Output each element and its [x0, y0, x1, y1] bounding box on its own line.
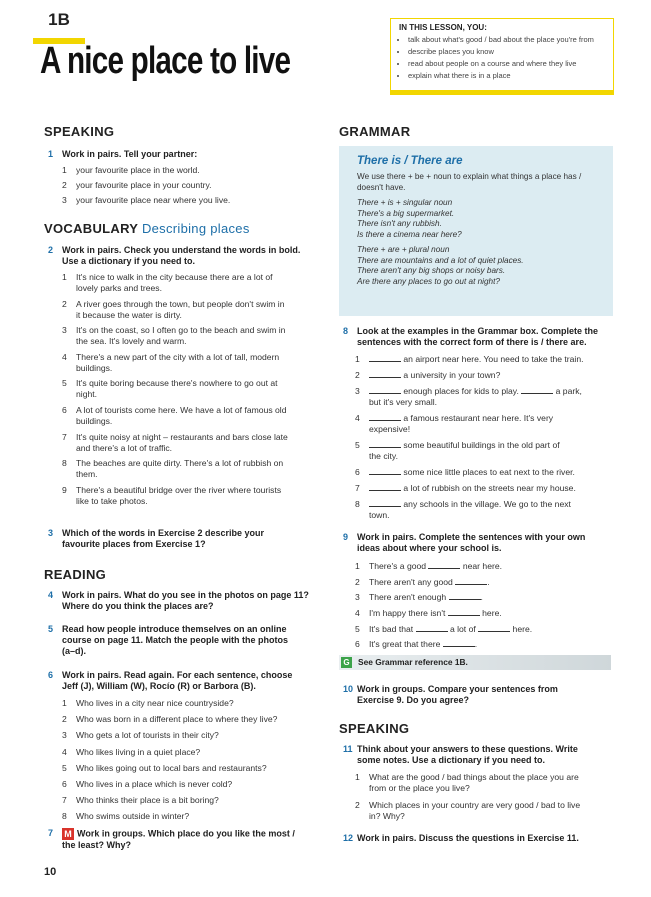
- item-text: There aren't enough: [369, 592, 447, 603]
- blank-line: [369, 354, 401, 362]
- item-text: here.: [482, 608, 502, 619]
- item-text: It's bad that: [369, 623, 414, 634]
- item-number: 2: [355, 576, 360, 587]
- list-item: [355, 499, 615, 521]
- exercise-3: 3 Which of the words in Exercise 2 describe your favourite places from Exercise 1?: [48, 528, 265, 549]
- exercise-12: 12 Work in pairs. Discuss the questions in Exercise 11.: [343, 833, 579, 843]
- list-item: [62, 485, 332, 507]
- item-text: lovely parks and trees.: [76, 283, 162, 293]
- item-text: the sea. It's lovely and warm.: [76, 336, 187, 347]
- list-item: [62, 730, 332, 741]
- item-text: near here.: [462, 561, 503, 571]
- list-item: [355, 577, 615, 588]
- item-text: an airport near here. You need to take the train.: [403, 354, 584, 364]
- page-number: 10: [44, 866, 57, 878]
- grammar-heading: GRAMMAR: [339, 124, 411, 139]
- grammar-line: There are mountains and a lot of quiet places.: [357, 255, 524, 265]
- item-number: 3: [355, 592, 360, 603]
- item-text: Who gets a lot of tourists in their city?: [76, 730, 219, 741]
- list-item: [62, 405, 332, 427]
- exercise-8-text: sentences with the correct form of there is / there are.: [357, 337, 587, 347]
- item-text: a university in your town?: [403, 370, 501, 380]
- grammar-line: There aren't any big shops or noisy bars.: [357, 266, 506, 275]
- vocab-list: [62, 272, 332, 511]
- list-item: [62, 325, 332, 347]
- blank-line: [478, 624, 510, 632]
- speaking-heading: SPEAKING: [44, 124, 115, 139]
- item-number: 3: [62, 730, 67, 741]
- item-text: a park,: [555, 386, 582, 396]
- exercise-5-text: Read how people introduce themselves on an online: [62, 624, 287, 634]
- list-item: [355, 592, 615, 603]
- item-text: the city.: [369, 451, 398, 461]
- list-item: [355, 354, 615, 365]
- blank-line: [455, 576, 490, 587]
- blank-line: [448, 608, 480, 616]
- exercise-2: 2 Work in pairs. Check you understand the words in bold. Use a dictionary if you need to.: [48, 245, 301, 266]
- list-item: [355, 413, 615, 435]
- list-item: [355, 624, 615, 635]
- grammar-badge-icon: G: [341, 657, 352, 668]
- item-text: it because the water is dirty.: [76, 309, 182, 320]
- grammar-line: There + are + plural noun: [357, 245, 450, 254]
- item-number: 5: [62, 378, 67, 389]
- blank-line: [369, 370, 401, 378]
- item-text: It's quite boring because there's nowhere to go out at: [76, 378, 278, 389]
- item-number: 8: [62, 458, 67, 469]
- page-title: A nice place to live: [40, 40, 291, 82]
- item-text: any schools in the village. We go to the next: [403, 499, 571, 509]
- list-item: [355, 639, 615, 650]
- list-item: [62, 299, 332, 321]
- item-number: 1: [62, 698, 67, 708]
- item-number: 7: [355, 483, 360, 493]
- item-number: 1: [62, 272, 67, 282]
- item-text: them.: [76, 469, 98, 480]
- item-text: .: [487, 576, 490, 587]
- exercise-8-text: Look at the examples in the Grammar box. Complete the: [357, 326, 599, 336]
- item-number: 1: [355, 354, 360, 364]
- exercise-3-text: favourite places from Exercise 1?: [62, 539, 206, 549]
- lesson-item: • describe places you know: [408, 46, 613, 58]
- exercise-5: 5 Read how people introduce themselves on an online course on page 11. Match the people with the photos (a–d).: [48, 624, 289, 656]
- exercise-8: 8 Look at the examples in the Grammar box. Complete the sentences with the correct form of there is / there are.: [343, 326, 599, 347]
- item-text: It's quite noisy at night – restaurants and bars close late: [76, 431, 288, 442]
- exercise-10-text: Exercise 9. Do you agree?: [357, 695, 470, 705]
- item-text: a lot of: [449, 623, 476, 634]
- item-text: and there's a lot of traffic.: [76, 442, 173, 453]
- grammar-line: There isn't any rubbish.: [357, 219, 442, 228]
- item-number: 2: [355, 370, 360, 380]
- exercise-10: 10 Work in groups. Compare your sentences from Exercise 9. Do you agree?: [343, 684, 558, 705]
- item-number: 2: [62, 298, 67, 309]
- list-item: 1 your favourite place in the world.: [62, 165, 200, 175]
- exercise-4: 4 Work in pairs. What do you see in the photos on page 11? Where do you think the places are?: [48, 590, 309, 611]
- item-number: 8: [355, 499, 360, 509]
- item-text: It's great that there: [369, 639, 441, 650]
- item-text: a lot of rubbish on the streets near my house.: [403, 483, 576, 493]
- blank-line: [443, 639, 478, 650]
- exercise-9: 9 Work in pairs. Complete the sentences with your own ideas about where your school is.: [343, 532, 586, 553]
- m-badge-icon: M: [62, 828, 74, 840]
- grammar-line: doesn't have.: [357, 182, 406, 192]
- reading-list: [62, 698, 332, 828]
- item-text: night.: [76, 389, 98, 400]
- item-text: It's nice to walk in the city because there are a lot of: [76, 272, 273, 282]
- list-item: 2 your favourite place in your country.: [62, 180, 212, 190]
- item-number: 6: [62, 404, 67, 415]
- item-number: 9: [62, 484, 67, 495]
- item-text: Who likes going out to local bars and restaurants?: [76, 762, 267, 773]
- grammar-line: There + is + singular noun: [357, 198, 453, 207]
- item-number: 5: [62, 762, 67, 773]
- exercise-2-text: Use a dictionary if you need to.: [62, 256, 196, 266]
- blank-line: [369, 386, 401, 394]
- item-text: There's a good: [369, 561, 427, 571]
- grammar-box: [339, 146, 613, 316]
- lesson-item: • explain what there is in a place: [408, 70, 613, 82]
- item-number: 3: [62, 325, 67, 336]
- item-text: but it's very small.: [369, 397, 438, 407]
- vocabulary-heading: [44, 221, 250, 236]
- item-text: What are the good / bad things about the place you are: [369, 772, 579, 782]
- item-text: Who lives in a place which is never cold?: [76, 778, 233, 789]
- item-number: 4: [62, 351, 67, 362]
- item-text: Who lives in a city near nice countryside?: [76, 698, 234, 708]
- exercise-1-text: Work in pairs. Tell your partner:: [62, 149, 198, 159]
- item-number: 5: [355, 623, 360, 634]
- exercise-5-text: (a–d).: [62, 646, 87, 656]
- list-item: 3 your favourite place near where you live.: [62, 195, 231, 205]
- blank-line: [369, 440, 401, 448]
- exercise-4-text: Where do you think the places are?: [62, 601, 214, 611]
- blank-line: [369, 467, 401, 475]
- blank-line: [369, 499, 401, 507]
- grammar-line: We use there + be + noun to explain what things a place has /: [357, 172, 582, 181]
- lesson-objectives-box: [390, 18, 614, 92]
- item-number: 6: [355, 639, 360, 650]
- blank-line: [369, 413, 401, 421]
- list-item: [62, 698, 332, 709]
- lesson-item: • read about people on a course and where they live: [408, 58, 613, 70]
- item-number: 6: [62, 778, 67, 789]
- list-item: 2 Which places in your country are very good / bad to live in? Why?: [355, 800, 581, 821]
- exercise-12-text: Work in pairs. Discuss the questions in Exercise 11.: [357, 833, 579, 843]
- blank-line: [416, 624, 448, 632]
- exercise-6: 6 Work in pairs. Read again. For each sentence, choose Jeff (J), William (W), Rocío (R) or Barbora (B).: [48, 670, 293, 691]
- exercise-9-text: ideas about where your school is.: [357, 543, 502, 553]
- item-text: Who swims outside in winter?: [76, 811, 190, 822]
- exercise-7: 7 M Work in groups. Which place do you like the most / the least? Why?: [48, 828, 295, 850]
- exercise-3-text: Which of the words in Exercise 2 describe your: [62, 528, 265, 538]
- blank-line: [428, 561, 460, 569]
- exercise-6-text: Work in pairs. Read again. For each sentence, choose: [62, 670, 293, 680]
- item-text: some nice little places to eat next to the river.: [403, 467, 575, 477]
- item-text: There's a new part of the city with a lot of tall, modern: [76, 351, 280, 362]
- item-text: buildings.: [76, 415, 113, 426]
- item-number: 3: [355, 386, 360, 396]
- item-text: your favourite place near where you live.: [76, 195, 231, 205]
- lesson-item: • talk about what's good / bad about the place you're from: [408, 34, 613, 46]
- exercise-8-list: [355, 354, 615, 526]
- exercise-4-text: Work in pairs. What do you see in the photos on page 11?: [62, 590, 309, 600]
- item-number: 4: [62, 746, 67, 757]
- item-number: 7: [62, 431, 67, 442]
- blank-line: [449, 592, 483, 603]
- item-number: 6: [355, 467, 360, 477]
- item-number: 2: [62, 714, 67, 725]
- grammar-line: Are there any places to go out at night?: [357, 276, 500, 286]
- exercise-11-text: Think about your answers to these questions. Write: [357, 744, 578, 754]
- grammar-reference-link[interactable]: [339, 655, 611, 670]
- item-text: The beaches are quite dirty. There's a lot of rubbish on: [76, 458, 284, 469]
- blank-line: [521, 386, 553, 394]
- item-text: town.: [369, 510, 390, 520]
- item-number: 5: [355, 440, 360, 450]
- item-text: It's on the coast, so I often go to the beach and swim in: [76, 325, 286, 336]
- list-item: [62, 432, 332, 454]
- exercise-9-list: [355, 561, 615, 655]
- unit-tab: 1B: [33, 0, 85, 44]
- item-text: from or the place you live?: [369, 783, 470, 793]
- speaking-heading-2: SPEAKING: [339, 721, 410, 736]
- exercise-1: 1 Work in pairs. Tell your partner:: [48, 149, 198, 159]
- lesson-heading: IN THIS LESSON, YOU:: [399, 23, 487, 32]
- item-text: Which places in your country are very good / bad to live: [369, 800, 581, 810]
- item-number: 4: [355, 608, 360, 619]
- list-item: [355, 467, 615, 478]
- exercise-6-text: Jeff (J), William (W), Rocío (R) or Barbora (B).: [62, 681, 256, 691]
- reading-heading: READING: [44, 567, 107, 582]
- list-item: [355, 608, 615, 619]
- exercise-11: 11 Think about your answers to these questions. Write some notes. Use a dictionary if you need to.: [343, 744, 578, 765]
- vocab-title: VOCABULARY: [44, 221, 139, 236]
- list-item: [62, 352, 332, 374]
- item-text: like to take photos.: [76, 495, 148, 506]
- item-text: in? Why?: [369, 811, 405, 821]
- item-text: There's a beautiful bridge over the river where tourists: [76, 484, 282, 495]
- vocab-subtitle: Describing places: [141, 221, 250, 236]
- item-text: enough places for kids to play.: [403, 386, 519, 396]
- list-item: [355, 386, 615, 408]
- item-text: some beautiful buildings in the old part of: [403, 440, 560, 450]
- item-text: I'm happy there isn't: [369, 608, 446, 619]
- exercise-11-text: some notes. Use a dictionary if you need to.: [357, 755, 546, 765]
- list-item: [62, 458, 332, 480]
- exercise-7-text: Work in groups. Which place do you like the most /: [77, 828, 295, 839]
- exercise-7-text: the least? Why?: [62, 840, 132, 850]
- list-item: [62, 747, 332, 758]
- list-item: [355, 483, 615, 494]
- item-number: 8: [62, 811, 67, 822]
- list-item: [62, 779, 332, 790]
- item-text: There aren't any good: [369, 576, 453, 587]
- item-number: 4: [355, 413, 360, 423]
- grammar-reference-text: See Grammar reference 1B.: [358, 657, 468, 667]
- list-item: [62, 763, 332, 774]
- list-item: [62, 714, 332, 725]
- list-item: [355, 561, 615, 572]
- list-item: [62, 272, 332, 294]
- item-text: .: [480, 592, 483, 603]
- item-text: Who thinks their place is a bit boring?: [76, 795, 219, 806]
- divider-bar: [390, 90, 614, 95]
- list-item: [355, 370, 615, 381]
- list-item: [355, 440, 615, 462]
- item-text: .: [474, 639, 478, 650]
- item-text: your favourite place in your country.: [76, 180, 212, 190]
- item-text: your favourite place in the world.: [76, 165, 200, 175]
- exercise-9-text: Work in pairs. Complete the sentences with your own: [357, 532, 586, 542]
- item-text: Who likes living in a quiet place?: [76, 746, 201, 757]
- item-text: here.: [512, 623, 533, 634]
- grammar-line: Is there a cinema near here?: [357, 229, 462, 239]
- exercise-5-text: course on page 11. Match the people with the photos: [62, 635, 289, 645]
- grammar-box-title: There is / There are: [357, 155, 463, 167]
- list-item: 1 What are the good / bad things about the place you are from or the place you live?: [355, 772, 579, 793]
- exercise-10-text: Work in groups. Compare your sentences from: [357, 684, 558, 694]
- item-text: a famous restaurant near here. It's very: [403, 413, 554, 423]
- list-item: [62, 811, 332, 822]
- grammar-line: There's a big supermarket.: [357, 208, 455, 218]
- item-text: A river goes through the town, but people don't swim in: [76, 298, 285, 309]
- item-text: A lot of tourists come here. We have a lot of famous old: [76, 404, 287, 415]
- item-number: 1: [355, 561, 360, 571]
- item-number: 7: [62, 795, 67, 806]
- item-text: buildings.: [76, 362, 113, 373]
- item-text: expensive!: [369, 424, 411, 434]
- blank-line: [369, 483, 401, 491]
- exercise-2-text: Work in pairs. Check you understand the words in bold.: [62, 245, 301, 255]
- list-item: [62, 378, 332, 400]
- lesson-list: [391, 34, 613, 82]
- list-item: [62, 795, 332, 806]
- item-text: Who was born in a different place to where they live?: [76, 714, 278, 725]
